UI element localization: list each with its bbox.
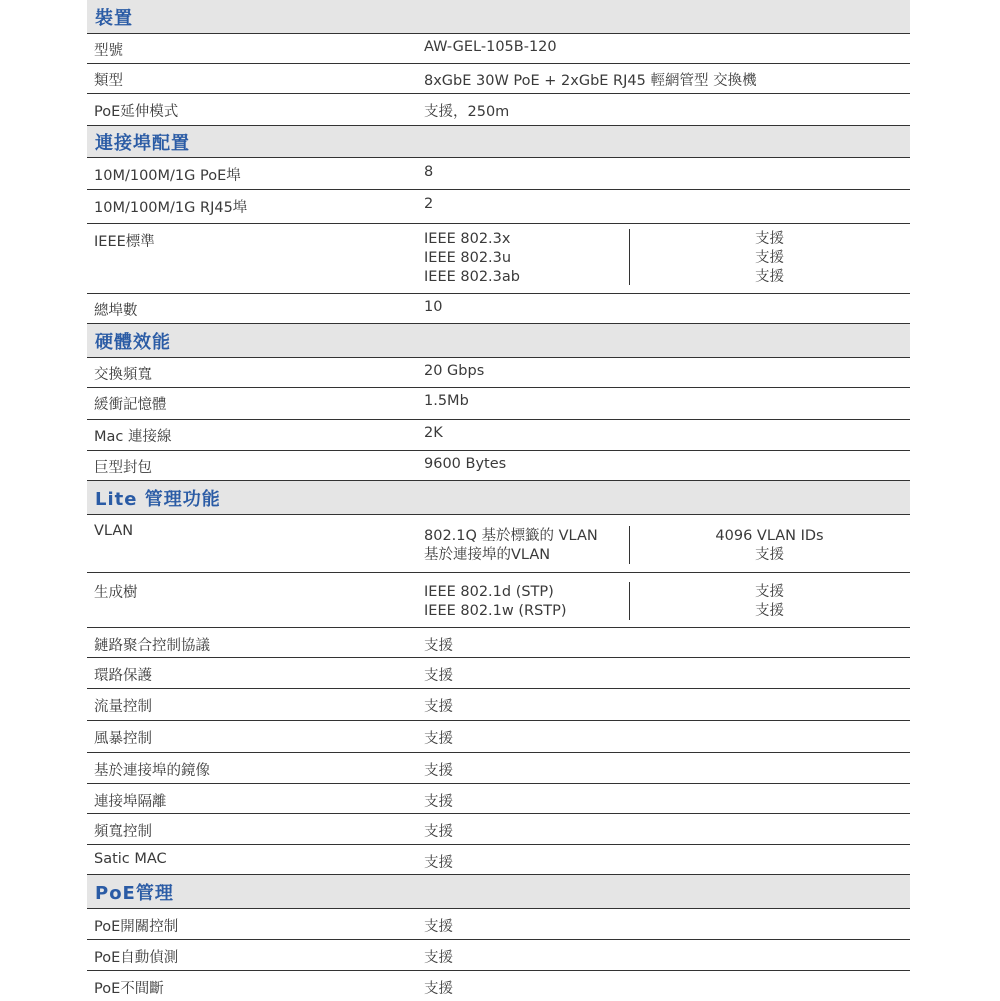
spec-label: 緩衝記憶體 — [94, 397, 167, 413]
spec-row-port-mirroring — [87, 753, 910, 784]
spec-sublist — [424, 230, 520, 287]
spec-value: 支援 — [424, 950, 453, 966]
spec-value: 9600 Bytes — [424, 456, 507, 472]
spec-row-rj45-ports — [87, 190, 910, 224]
spec-detail: 支援 — [755, 603, 784, 619]
spec-row-poe-ports — [87, 158, 910, 190]
section-header-poe — [87, 875, 910, 909]
spec-value: 支援 — [424, 731, 453, 747]
spec-label: 交換頻寬 — [94, 367, 152, 383]
spec-label: IEEE標準 — [94, 234, 155, 250]
spec-row-jumbo — [87, 451, 910, 481]
spec-label: PoE延伸模式 — [94, 104, 179, 120]
spec-subitem: IEEE 802.3u — [424, 250, 512, 266]
spec-label: Satic MAC — [94, 851, 167, 867]
spec-label: 類型 — [94, 73, 123, 89]
spec-label: Mac 連接線 — [94, 429, 172, 445]
spec-label: 巨型封包 — [94, 460, 152, 476]
section-title: PoE管理 — [95, 882, 174, 904]
spec-detail: 支援 — [755, 584, 784, 600]
spec-value: 支援 — [424, 668, 453, 684]
spec-label: PoE不間斷 — [94, 981, 164, 997]
section-header-ports — [87, 126, 910, 158]
spec-row-switching — [87, 358, 910, 388]
spec-value: 1.5Mb — [424, 393, 469, 409]
spec-sublist — [424, 527, 598, 565]
spec-value: 8xGbE 30W PoE + 2xGbE RJ45 輕網管型 交換機 — [424, 73, 757, 89]
spec-detail: 4096 VLAN IDs — [715, 528, 824, 544]
spec-row-port-isolation — [87, 784, 910, 814]
spec-label: 連接埠隔離 — [94, 794, 167, 810]
spec-detail: 支援 — [755, 547, 784, 563]
spec-value: 支援 — [424, 855, 453, 871]
spec-value: 20 Gbps — [424, 363, 485, 379]
spec-label: 型號 — [94, 43, 123, 59]
spec-row-spanning-tree — [87, 573, 910, 628]
section-title: 連接埠配置 — [95, 132, 190, 154]
spec-value: 支援 — [424, 638, 453, 654]
spec-value: 支援，250m — [424, 104, 510, 120]
spec-detail: 支援 — [755, 250, 784, 266]
section-header-management — [87, 481, 910, 515]
spec-detail-list — [629, 527, 910, 565]
spec-label: 生成樹 — [94, 585, 138, 601]
spec-detail-list — [629, 230, 910, 287]
spec-label: 基於連接埠的鏡像 — [94, 763, 210, 779]
spec-value: 2K — [424, 425, 443, 441]
spec-label: 10M/100M/1G PoE埠 — [94, 168, 241, 184]
spec-value: AW-GEL-105B-120 — [424, 39, 557, 55]
spec-row-buffer — [87, 388, 910, 420]
spec-subitem: 802.1Q 基於標籤的 VLAN — [424, 528, 598, 544]
spec-label: PoE自動偵測 — [94, 950, 179, 966]
spec-value: 支援 — [424, 794, 453, 810]
spec-table — [87, 0, 910, 1001]
spec-subitem: IEEE 802.1d (STP) — [424, 584, 554, 600]
section-header-performance — [87, 324, 910, 358]
spec-sublist — [424, 583, 567, 621]
spec-label: 10M/100M/1G RJ45埠 — [94, 200, 248, 216]
spec-row-lacp — [87, 628, 910, 658]
spec-row-type — [87, 64, 910, 94]
spec-row-mac — [87, 420, 910, 451]
section-title: Lite 管理功能 — [95, 488, 221, 510]
spec-row-loop-protection — [87, 658, 910, 689]
spec-label: 風暴控制 — [94, 731, 152, 747]
spec-row-storm-control — [87, 721, 910, 753]
section-title: 裝置 — [95, 7, 133, 29]
spec-subitem: IEEE 802.1w (RSTP) — [424, 603, 567, 619]
spec-label: 環路保護 — [94, 668, 152, 684]
section-title: 硬體效能 — [95, 331, 171, 353]
spec-detail-list — [629, 583, 910, 621]
spec-label: PoE開關控制 — [94, 919, 179, 935]
spec-value: 支援 — [424, 763, 453, 779]
spec-subitem: IEEE 802.3x — [424, 231, 511, 247]
spec-row-total-ports — [87, 294, 910, 324]
spec-row-poe-detect — [87, 940, 910, 971]
spec-detail: 支援 — [755, 231, 784, 247]
spec-label: 頻寬控制 — [94, 824, 152, 840]
spec-row-poe-uninterrupted — [87, 971, 910, 1001]
spec-label: 流量控制 — [94, 699, 152, 715]
spec-value: 8 — [424, 164, 434, 180]
spec-row-bandwidth-control — [87, 814, 910, 845]
spec-value: 支援 — [424, 919, 453, 935]
spec-subitem: 基於連接埠的VLAN — [424, 547, 551, 563]
spec-row-poe-extend — [87, 94, 910, 126]
spec-label: 總埠數 — [94, 303, 138, 319]
spec-value: 2 — [424, 196, 434, 212]
spec-label: VLAN — [94, 523, 134, 539]
spec-row-vlan — [87, 515, 910, 573]
spec-value: 支援 — [424, 981, 453, 997]
spec-row-poe-switch — [87, 909, 910, 940]
spec-value: 支援 — [424, 824, 453, 840]
spec-label: 鏈路聚合控制協議 — [94, 638, 210, 654]
spec-row-model — [87, 34, 910, 64]
spec-subitem: IEEE 802.3ab — [424, 269, 520, 285]
section-header-device — [87, 0, 910, 34]
spec-value: 10 — [424, 299, 443, 315]
spec-row-flow-control — [87, 689, 910, 721]
spec-value: 支援 — [424, 699, 453, 715]
spec-detail: 支援 — [755, 269, 784, 285]
spec-row-ieee-standard — [87, 224, 910, 294]
spec-row-static-mac — [87, 845, 910, 875]
